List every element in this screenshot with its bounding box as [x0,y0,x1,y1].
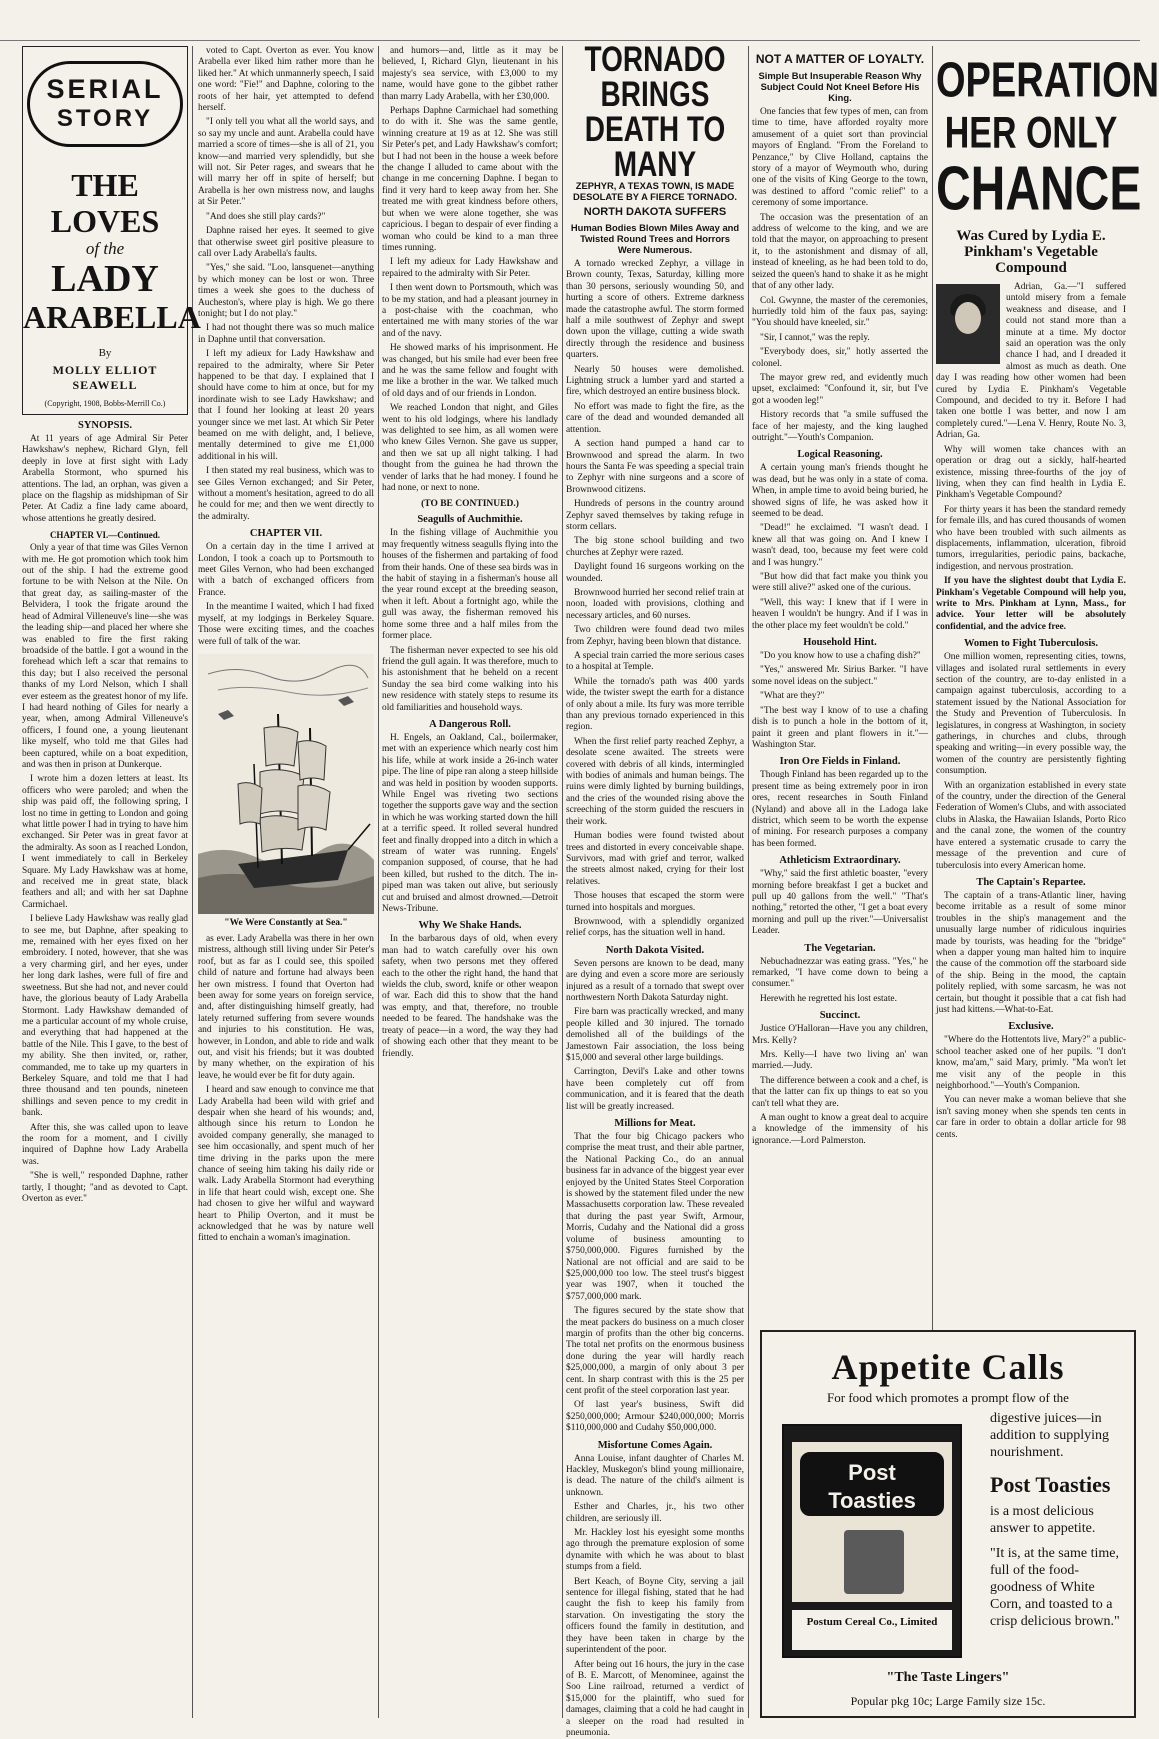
story-title-line2: of the [23,239,187,259]
byline: By [23,347,187,359]
article-paragraph: "Dead!" he exclaimed. "I wasn't dead. I knew all that was going on. And I knew I wasn't dead, too, because my feet were cold and I was hungry." [752,523,928,569]
sailing-ship-illustration [198,654,374,914]
story-paragraph: I wrote him a dozen letters at least. Its officers who were paroled; and when the ship was paid off, the following spring, I lost no time in getting to London and going what little power I had in trying to have him exchanged. Sir Peter was in great favor at the admiralty. As soon as I reached London, I went immediately to call in Berkeley Square. My Lady Hawkshaw was at home, and received me in great state, black feathers and all; and with her sat Daphne Carmichael. [22,774,188,911]
article-paragraph: In the barbarous days of old, when every man had to watch carefully over his own safety, when two persons met they offered each to the other the right hand, the hand that wields the club, sword, knife or other weapon of war. Each did this to show that the hand was empty, and that, therefore, no trouble needed to be feared. The handshake was the treaty of peace—in a word, the way they had of showing each other that they meant to be friendly. [382,934,558,1059]
ad-paragraph: Why will women take chances with an operation or drag out a sickly, half-hearted existence, missing three-fourths of the joy of living, when they can find health in Lydia E. Pinkham's Vegetable Compound? [936,445,1126,502]
article-heading-captain: The Captain's Repartee. [936,877,1126,888]
news-paragraph: A tornado wrecked Zephyr, a village in Brown county, Texas, Saturday, killing more than 30 persons, seriously wounding 50, and hurting a score of others. Extreme darkness made the catastrophe awful. The storm formed half a mile southwest of Zephyr and swept down upon the village, cutting a wide swath directly through the residence and business quarters. [566,259,744,362]
article-paragraph: The captain of a trans-Atlantic liner, having become irritable as a result of some minor troubles in the ship's management and the unusually large number of ridiculous inquiries made by tourists, was heading for the "bridge" when a dapper young man halted him to inquire the cause of the commotion off the starboard side of the ship. Being in the mood, the captain politely replied, with some sarcasm, he was not certain, but thought it possible that a cat fish had just had kittens.—What-to-Eat. [936,891,1126,1016]
illustration-caption: "We Were Constantly at Sea." [198,918,374,928]
tornado-headline [566,42,744,182]
column-rule [748,46,749,1718]
news-paragraph: Nearly 50 houses were demolished. Lightning struck a lumber yard and started a fire, which destroyed an entire business block. [566,365,744,399]
article-paragraph: "What are they?" [752,691,928,702]
column-pinkham-ad [936,46,1126,1326]
article-heading-seagulls: Seagulls of Auchmithie. [382,514,558,525]
article-heading-north-dakota: North Dakota Visited. [566,945,744,956]
article-heading-iron: Iron Ore Fields in Finland. [752,756,928,767]
operation-headline-3: CHANCE [936,159,1126,221]
news-paragraph: Human bodies were found twisted about trees and distorted in every conceivable shape. Survivors, mad with grief and terror, walked the streets almost naked, crying for their lost relatives. [566,831,744,888]
article-paragraph: "Everybody does, sir," hotly asserted the colonel. [752,347,928,370]
article-paragraph: Col. Gwynne, the master of the ceremonies, hurriedly told him of the faux pas, saying: "You should have kneeled, sir." [752,296,928,330]
news-paragraph: Brownwood, with a splendidly organized relief corps, has the situation well in hand. [566,917,744,940]
column-short-items [752,46,928,1326]
news-paragraph: A section hand pumped a hand car to Brownwood and spread the alarm. In two hours the Santa Fe was speeding a special train to Zephyr with nine surgeons and a score of Brownwood citizens. [566,439,744,496]
article-heading-hint: Household Hint. [752,637,928,648]
column-tornado-news [566,46,744,1718]
pinkham-cured-heading: Was Cured by Lydia E. Pinkham's Vegetable Compound [936,228,1126,276]
story-title-line4: ARABELLA [23,299,187,335]
news-paragraph: That the four big Chicago packers who comprise the meat trust, and their able partner, the National Packing Co., do an annual business far in advance of the biggest year ever enjoyed by the United States Steel Corporation is showed by the statement filed under the new Massachusetts corporation law. These revealed that during the past year Swift, Armour, Morris, Cudahy and the National did a gross volume of business amounting to $750,000,000. Figures furnished by the National are not official and are said to be $25,000,000 too low. The steel trust's biggest year was 1907, when it touched the $757,000,000 mark. [566,1132,744,1303]
article-heading-roll: A Dangerous Roll. [382,719,558,730]
post-toasties-ad [760,1330,1136,1718]
story-paragraph: I then went down to Portsmouth, which was to be my station, and had a pleasant journey in a post-chaise with the coachman, who entertained me with many stories of the war and of the navy. [382,283,558,340]
story-paragraph: "I only tell you what all the world says, and so say my uncle and aunt. Arabella could have married a score of times—she is all of 21, you know—and married very splendidly, but she will not. Sir Peter rages, and swears that he will marry her off in spite of herself; but Arabella is her own mistress now, and laughs at Sir Peter." [198,117,374,208]
tornado-deck: ZEPHYR, A TEXAS TOWN, IS MADE DESOLATE BY A FIERCE TORNADO. [570,180,740,202]
news-paragraph: Bert Keach, of Boyne City, serving a jail sentence for illegal fishing, stated that he had caught the fish to keep his family from starvation. On investigating the story the officers found the family in destitution, and they have been taken in charge by the superintendent of the poor. [566,1577,744,1657]
article-paragraph: Herewith he regretted his lost estate. [752,994,928,1005]
column-rule [562,46,563,1718]
story-title [23,167,187,335]
story-paragraph: He showed marks of his imprisonment. He was changed, but his smile had ever been free and he was the same fellow and fought with me like a brother in the war. We talked much of old days and of our friends in London. [382,343,558,400]
article-paragraph: "Yes," answered Mr. Sirius Barker. "I have some novel ideas on the subject." [752,665,928,688]
article-paragraph: The difference between a cook and a chef, is that the latter can fix up things to eat so you can't tell what they are. [752,1076,928,1110]
news-paragraph: The figures secured by the state show that the meat packers do business on a much closer margin of profits than the other big concerns. The total net profits on the enormous business done during the year will hardly reach $25,000,000, a margin of only about 3 per cent. In sharp contrast with this is the 25 per cent profit of the steel corporation last year. [566,1306,744,1397]
serial-story-badge [27,61,183,147]
news-paragraph: Brownwood hurried her second relief train at noon, loaded with provisions, clothing and necessary articles, and 60 nurses. [566,588,744,622]
news-paragraph: A special train carried the more serious cases to a hospital at Temple. [566,651,744,674]
article-heading-exclusive: Exclusive. [936,1021,1126,1032]
story-paragraph: On a certain day in the time I arrived at London, I took a coach up to Portsmouth to meet Giles Vernon, who had been exchanged with a batch of exchanged officers from France. [198,542,374,599]
article-paragraph: One fancies that few types of men, can from time to time, have afforded royalty more amusement of a quiet sort than provincial mayors of England. "From the Foreland to Penzance," by Clive Holland, captains the story of a mayor of Weymouth who, during one of the visits of King George to the town, was destined to afford "comic relief" to a ceremony of some importance. [752,107,928,210]
ad-copy-2: is a most delicious answer to appetite. [990,1503,1124,1537]
article-heading-misfortune: Misfortune Comes Again. [566,1440,744,1451]
story-paragraph: I heard and saw enough to convince me that Lady Arabella had been wild with grief and despair when she heard of his wounds; and, although since his return to London he avoided company generally, she managed to see him occasionally, and spent much of her time driving in the parks upon the mere chance of seeing him taking his daily ride or walk. Lady Arabella Stormont had everything in life that heart could wish, except one. She had chosen to give her wilful and wayward heart to Philip Overton, and it must be acknowledged that he was by nature well fitted to enchain a woman's imagination. [198,1085,374,1245]
woman-portrait [936,284,1000,364]
operation-headline-2: HER ONLY [936,111,1126,155]
story-title-line3: LADY [23,259,187,299]
cereal-box-picture [844,1530,904,1594]
ad-paragraph: For thirty years it has been the standard remedy for female ills, and has cured thousands of women who have been troubled with such ailments as displacements, inflammation, ulceration, fibroid tumors, irregularities, periodic pains, backache, indigestion, and nervous prostration. [936,505,1126,573]
article-paragraph: You can never make a woman believe that she isn't saving money when she spends ten cents in car fare in order to obtain a dollar article for 98 cents. [936,1095,1126,1141]
badge-line2: STORY [30,105,180,133]
tornado-headline-line2: DEATH TO MANY [566,112,744,182]
synopsis-text: At 11 years of age Admiral Sir Peter Hawkshaw's nephew, Richard Glyn, fell deeply in love at first sight with Lady Arabella Stormont, who spurned his attentions. The lad, an orphan, was given a place on the flagship as midshipman of Sir Peter. At Cadiz a fine lady came aboard, whose attentions he greatly desired. [22,434,188,525]
copyright-line: (Copyright, 1908, Bobbs-Merrill Co.) [23,399,187,408]
chapter-heading: CHAPTER VII. [198,528,374,539]
news-paragraph: Carrington, Devil's Lake and other towns have been completely cut off from communication, and it is feared that the death list will be greatly increased. [566,1067,744,1113]
article-paragraph: "But how did that fact make you think you were still alive?" asked one of the curious. [752,572,928,595]
article-paragraph: With an organization established in every state of the country, under the direction of the General Federation of Women's Clubs, and with associated clubs in Alaska, the Hawaiian Islands, Porto Rico and the canal zone, the women of the country have entered a systematic crusade to carry the message of the prevention and cure of tuberculosis into every American home. [936,781,1126,872]
story-paragraph: voted to Capt. Overton as ever. You know Arabella ever liked him rather more than he liked her." At which unmannerly speech, I said one word: "Fie!" and Daphne, coloring to the roots of her hair, yet attempted to defend herself. [198,46,374,114]
article-heading-athleticism: Athleticism Extraordinary. [752,855,928,866]
story-paragraph: In the meantime I waited, which I had fixed myself, at my lodgings in Berkeley Square. Those were exciting times, and the coaches were full of talk of the war. [198,602,374,648]
tornado-deck-2: Human Bodies Blown Miles Away and Twisted Round Trees and Horrors Were Numerous. [570,222,740,255]
ad-copy [990,1410,1124,1630]
story-paragraph: Daphne raised her eyes. It seemed to give that otherwise sweet girl positive pleasure to call over Lady Arabella's faults. [198,226,374,260]
news-paragraph: Mr. Hackley lost his eyesight some months ago through the premature explosion of some dynamite with which he was about to blast stumps from a field. [566,1528,744,1574]
article-paragraph: The fisherman never expected to see his old friend the gull again. It was therefore, much to his astonishment that he beheld on a recent Sunday the sea bird come walking into his new residence with stately steps to resume its old familiarities and household ways. [382,646,558,714]
story-title-line1: THE LOVES [23,167,187,239]
article-paragraph: "Where do the Hottentots live, Mary?" a public-school teacher asked one of her pupils. "I don't know, ma'am," said Mary, primly. "Ma won't let me visit any of the people in this neighborhood."—Youth's Companion. [936,1035,1126,1092]
story-paragraph: We reached London that night, and Giles went to his old lodgings, where his landlady was delighted to see him, as all women were who knew Giles Vernon. She gave us supper, and then we sat up all night talking. I had thought from the guinea he had thrown the vender of larks that he had money. I found he had none, or next to none. [382,403,558,494]
article-paragraph: H. Engels, an Oakland, Cal., boilermaker, met with an experience which nearly cost him his life, while at work inside a 26-inch water pipe. The line of pipe ran along a steep hillside and was held in position by wooden supports. While Engel was riveting two sections together the supports gave way and the section in which he was working started down the hill at a terrific speed. It rolled several hundred feet and finally dropped into a ditch in which a stream of water was running. Engels' companion supposed, of course, that he had been killed, but rushed to the ditch. The in-piped man was taken out alive, but seriously cut and bruised and almost drowned.—Detroit News-Tribune. [382,733,558,916]
column-serial-story [22,46,188,1718]
article-paragraph: "Well, this way: I knew that if I were in heaven I wouldn't be hungry. And if I was in the other place my feet wouldn't be cold." [752,598,928,632]
cereal-box-maker: Postum Cereal Co., Limited [792,1610,952,1650]
story-paragraph: "And does she still play cards?" [198,212,374,223]
synopsis-heading: SYNOPSIS. [22,420,188,431]
story-paragraph: I then stated my real business, which was to see Giles Vernon exchanged; and Sir Peter, without a moment's hesitation, agreed to do all he could for me; and then we went directly to the admiralty. [198,466,374,523]
article-paragraph: In the fishing village of Auchmithie you may frequently witness seagulls flying into the houses of the fishermen and partaking of food from their hands. One of these sea birds was in the habit of staying in a fisherman's house all the year round except at the breeding season, when it left. About a fortnight ago, while the gull was away, the fisherman removed his home some three and a half miles from the former place. [382,528,558,642]
story-paragraph: "Yes," she said. "Loo, lansquenet—anything by which money can be lost or won. Three times a week she goes to the duchess of Aucheston's, where play is high. We go there tonight; but I do not play." [198,263,374,320]
news-paragraph: No effort was made to fight the fire, as the care of the dead and wounded demanded all attention. [566,402,744,436]
portrait-face [955,302,981,334]
article-paragraph: The mayor grew red, and evidently much upset, exclaimed: "Confound it, sir, but I've got a wooden leg!" [752,373,928,407]
to-be-continued: (TO BE CONTINUED.) [382,499,558,509]
news-paragraph: Esther and Charles, jr., his two other children, are seriously ill. [566,1502,744,1525]
ad-paragraph: If you have the slightest doubt that Lydia E. Pinkham's Vegetable Compound will help you, write to Mrs. Pinkham at Lynn, Mass., for advice. Your letter will be absolutely confidential, and the advice free. [936,576,1126,633]
article-heading-hands: Why We Shake Hands. [382,920,558,931]
story-paragraph: Only a year of that time was Giles Vernon with me. He got promotion which took him out of the ship. I had the extreme good fortune to be with Nelson at the Nile. On that great day, as sailing-master of the Belvidera, I took the frigate around the head of Admiral Villeneuve's line—she was the leading ship—and placed her where she was enabled to fire the first raking broadside of the battle. I got a wound in the forehead which left a scar that remains to this day; but I also received the personal thanks of my Lord Nelson, which I shall ever esteem as the greatest honor of my life. I had heard nothing of Giles for nearly a year, when, among Admiral Villeneuve's officers, I found one, a young lieutenant like myself, who told me that Giles had been captured, while on a boat expedition, and was then in prison at Dunkerque. [22,543,188,771]
news-paragraph: Two children were found dead two miles from Zephyr, having been blown that distance. [566,625,744,648]
chapter-continued-heading: CHAPTER VI.—Continued. [22,530,188,540]
news-paragraph: Hundreds of persons in the country around Zephyr saved themselves by taking refuge in storm cellars. [566,499,744,533]
article-paragraph: Nebuchadnezzar was eating grass. "Yes," he remarked, "I have come down to being a consumer." [752,957,928,991]
cereal-box-illustration [782,1424,962,1658]
article-paragraph: A man ought to know a great deal to acquire a knowledge of the immensity of his ignorance.—Lord Palmerston. [752,1113,928,1147]
news-paragraph: While the tornado's path was 400 yards wide, the twister swept the earth for a distance of only about a mile. Its fury was more terrible than any previous tornado experienced in this region. [566,677,744,734]
article-paragraph: "Sir, I cannot," was the reply. [752,333,928,344]
article-paragraph: Mrs. Kelly—I have two living an' wan married.—Judy. [752,1050,928,1073]
news-paragraph: Seven persons are known to be dead, many are dying and even a score more are seriously injured as a result of a tornado that swept over northwestern North Dakota Saturday night. [566,959,744,1005]
ad-copy-3: "It is, at the same time, full of the food-goodness of White Corn, and toasted to a crisp delicious brown." [990,1545,1124,1630]
story-paragraph: I believe Lady Hawkshaw was really glad to see me, but Daphne, after speaking to me, remained with her eyes fixed on her embroidery. I noted, however, that she was a very charming girl, and her eyes, under her long dark lashes, were full of fire and sweetness. But she had not, and never could have, the glorious beauty of Lady Arabella Stormont. Lady Hawkshaw demanded of me a particular account of my whole cruise, and everything that had happened at the battle of the Nile. This I gave, to the best of my ability. She then invited, or, rather, commanded, me to take up my quarters in Berkeley Square, and told me that I had three thousand and ten pounds, nineteen shillings and seven pence to my credit in bank. [22,914,188,1119]
tornado-subhead: NORTH DAKOTA SUFFERS [566,206,744,218]
badge-line1: SERIAL [30,74,180,105]
article-heading-tuberculosis: Women to Fight Tuberculosis. [936,638,1126,649]
tornado-headline-line1: TORNADO BRINGS [566,42,744,112]
news-paragraph: After being out 16 hours, the jury in the case of B. E. Marcott, of Menominee, against the Soo Line railroad, returned a verdict of $15,000 for the plaintiff, who sued for damages, claiming that a cold he had caught in a sleeper on the road had resulted in pneumonia. [566,1660,744,1739]
ad-headline: Appetite Calls [762,1346,1134,1388]
story-paragraph: Perhaps Daphne Carmichael had something to do with it. She was the same gentle, winning creature at 19 as at 12. She was still Sir Peter's pet, and Lady Hawkshaw's comfort; but I had not been in the house a week before the change I alluded to came about with the change in me concerning Daphne. I began to find it very hard to keep away from her. She treated me with great kindness before others, but when we were alone together, she was capricious. I began to despair of ever finding a woman who could be kind to a man three times running. [382,106,558,254]
article-paragraph: "Why," said the first athletic boaster, "every morning before breakfast I get a bucket and pull up 40 gallons from the well." "That's nothing," retorted the other, "I get a boat every morning and pull up the river."—Universalist Leader. [752,869,928,937]
news-paragraph: Anna Louise, infant daughter of Charles M. Hackley, Muskegon's blind young millionaire, is dead. The nature of the child's ailment is unknown. [566,1454,744,1500]
story-paragraph: After this, she was called upon to leave the room for a moment, and I civilly inquired of Daphne how Lady Arabella was. [22,1123,188,1169]
article-paragraph: The occasion was the presentation of an address of welcome to the king, and we are told that the mayor, on approaching to present it, to the astonishment and dismay of all, instead of kneeling, as he had been told to do, seized the queen's hand to shake it as he might that of any other lady. [752,213,928,293]
news-paragraph: When the first relief party reached Zephyr, a desolate scene awaited. The streets were covered with debris of all kinds, intermingled with bodies of animals and human beings. The ruins were dimly lighted by burning buildings, and the cries of the wounded rising above the screeching of the storm guided the rescuers in their work. [566,737,744,828]
serial-title-box [22,46,188,415]
story-paragraph: I left my adieux for Lady Hawkshaw and repaired to the admiralty, where Sir Peter happened to be that day. I explained that I should have come to him at once, but for my inordinate wish to see Lady Hawkshaw; and that I found her looking at least 20 years younger since we met last. At which Sir Peter beamed on me with delight, and, I believe, mentally determined to give me £1,000 additional in his will. [198,349,374,463]
story-paragraph: "She is well," responded Daphne, rather tartly, I thought; "and as devoted to Capt. Overton as ever." [22,1171,188,1205]
article-paragraph: Justice O'Halloran—Have you any children, Mrs. Kelly? [752,1024,928,1047]
top-rule [0,40,1140,41]
article-heading-vegetarian: The Vegetarian. [752,943,928,954]
column-story-continued [198,46,374,1718]
story-paragraph: as ever. Lady Arabella was there in her own mistress, although still living under Sir Peter's roof, but as far as I could see, this spoiled child of nature and fortune had always been her own mistress. I found that Overton had been away for some years on foreign service, and, after distinguishing himself greatly, had lately returned suffering from severe wounds and injuries to his constitution. He was, however, in London, and able to ride and walk out, and visit his friends; but it was doubted by many whether, on the expiration of his leave, he would ever be fit for duty again. [198,934,374,1082]
article-paragraph: "Do you know how to use a chafing dish?" [752,651,928,662]
article-heading-meat: Millions for Meat. [566,1118,744,1129]
article-paragraph: A certain young man's friends thought he was dead, but he was only in a state of coma. When, in ample time to avoid being buried, he showed signs of life, he was asked how it seemed to be dead. [752,463,928,520]
ad-tagline: "The Taste Lingers" [762,1670,1134,1686]
ad-subline: For food which promotes a prompt flow of the [762,1390,1134,1406]
column-rule [378,46,379,1718]
ad-price: Popular pkg 10c; Large Family size 15c. [762,1694,1134,1709]
news-paragraph: Of last year's business, Swift did $250,000,000; Armour $240,000,000; Morris $110,000,000 and Cudahy $50,000,000. [566,1400,744,1434]
article-paragraph: One million women, representing cities, towns, villages and isolated rural settlements in every section of the country, are to-day enlisted in a campaign against tuberculosis, according to a statement issued by the National Association for the Study and Prevention of Tuberculosis. In legislatures, in congress at Washington, in society gatherings, in churches and clubs, through speaking and writing—in every possible way, the women of the country are persistently fighting consumption. [936,652,1126,777]
article-paragraph: History records that "a smile suffused the face of her majesty, and the king laughed outright."—Youth's Companion. [752,410,928,444]
author-name: MOLLY ELLIOT SEAWELL [23,363,187,393]
story-paragraph: I had not thought there was so much malice in Daphne until that conversation. [198,323,374,346]
news-paragraph: Daylight found 16 surgeons working on the wounded. [566,562,744,585]
ad-paragraph: Adrian, Ga.—"I suffered untold misery from a female weakness and disease, and I could not stand more than a minute at a time. My doctor said an operation was the only chance I had, and I dreaded it almost as much as death. One day I was reading how other women had been cured by Lydia E. Pinkham's Vegetable Compound, and decided to try it. Before I had taken one bottle I was better, and now I am completely cured."—Lena V. Henry, Route No. 3, Adrian, Ga. [936,282,1126,442]
loyalty-deck: Simple But Insuperable Reason Why Subject Could Not Kneel Before His King. [756,70,924,103]
article-paragraph: "The best way I know of to use a chafing dish is to punch a hole in the bottom of it, paint it green and plant flowers in it."—Washington Star. [752,706,928,752]
column-rule [192,46,193,1718]
operation-headline: OPERATION [936,56,1126,105]
story-paragraph: I left my adieux for Lady Hawkshaw and repaired to the admiralty with Sir Peter. [382,257,558,280]
column-story-and-shorts [382,46,558,1718]
ad-brand-name: Post Toasties [990,1473,1124,1497]
news-paragraph: Fire barn was practically wrecked, and many people killed and 30 injured. The tornado demolished all of the buildings of the Jamestown Fair association, the loss being $15,000 and several other large buildings. [566,1007,744,1064]
article-paragraph: Though Finland has been regarded up to the present time as being extremely poor in iron ores, recent researches in South Finland (Nyland) and above all in the Ladoga lake district, which seem to be worth the expense of mining. For research purposes a company has been formed. [752,770,928,850]
cereal-box-brand: Post Toasties [800,1452,944,1516]
news-paragraph: Those houses that escaped the storm were turned into hospitals and morgues. [566,891,744,914]
article-heading-loyalty: NOT A MATTER OF LOYALTY. [752,52,928,66]
article-heading-logic: Logical Reasoning. [752,449,928,460]
article-heading-succinct: Succinct. [752,1010,928,1021]
story-paragraph: and humors—and, little as it may be believed, I, Richard Glyn, lieutenant in his majesty's sea service, with £3,000 to my name, would have gone to the gibbet rather than marry Lady Arabella, with her £30,000. [382,46,558,103]
ad-copy-1: digestive juices—in addition to supplying nourishment. [990,1410,1124,1461]
news-paragraph: The big stone school building and two churches at Zephyr were razed. [566,536,744,559]
